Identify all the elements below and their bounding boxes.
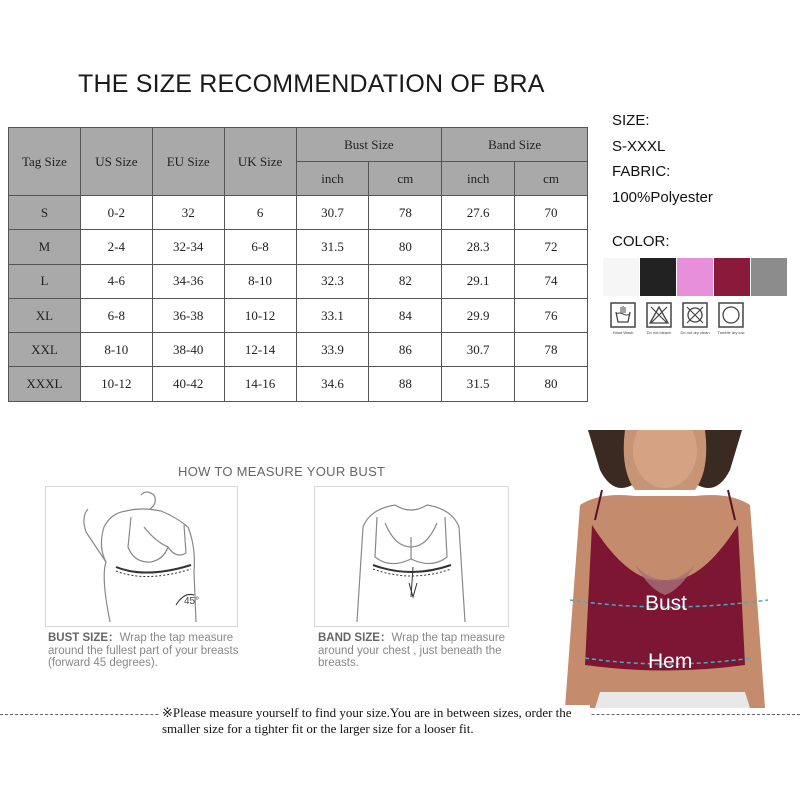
cell-tag: M <box>9 230 81 264</box>
cell-eu: 38-40 <box>152 333 224 367</box>
header-band-cm: cm <box>515 162 588 196</box>
measure-heading: HOW TO MEASURE YOUR BUST <box>178 464 386 479</box>
size-table <box>8 127 588 402</box>
cell-band-cm: 72 <box>515 230 588 264</box>
cell-us: 2-4 <box>80 230 152 264</box>
no-dry-clean-icon <box>682 302 708 328</box>
swatch-black[interactable] <box>640 258 676 296</box>
cell-band-cm: 78 <box>515 333 588 367</box>
fabric-value: 100%Polyester <box>612 188 713 206</box>
cell-tag: XL <box>9 298 81 332</box>
tumble-dry-icon <box>718 302 744 328</box>
cell-band-cm: 70 <box>515 196 588 230</box>
page-title: THE SIZE RECOMMENDATION OF BRA <box>78 70 545 98</box>
cell-us: 0-2 <box>80 196 152 230</box>
band-size-text: Wrap the tap measure around your chest , just beneath the breasts. <box>318 632 506 669</box>
cell-us: 4-6 <box>80 264 152 298</box>
cell-tag: XXL <box>9 333 81 367</box>
color-swatches <box>603 258 787 296</box>
cell-us: 10-12 <box>80 367 152 401</box>
model-photo <box>540 430 800 708</box>
cell-us: 8-10 <box>80 333 152 367</box>
swatch-gray[interactable] <box>751 258 787 296</box>
header-bust-size: Bust Size <box>296 128 442 162</box>
cell-bust-inch: 31.5 <box>296 230 369 264</box>
cell-eu: 40-42 <box>152 367 224 401</box>
color-label: COLOR: <box>612 233 670 250</box>
cell-band-inch: 29.9 <box>442 298 515 332</box>
header-band-inch: inch <box>442 162 515 196</box>
band-size-title: BAND SIZE： <box>318 632 392 644</box>
swatch-wine[interactable] <box>714 258 750 296</box>
cell-us: 6-8 <box>80 298 152 332</box>
band-measure-illustration <box>314 486 509 627</box>
bust-size-title: BUST SIZE： <box>48 632 120 644</box>
care-caption: Do not bleach <box>646 330 672 335</box>
product-specs <box>612 108 713 210</box>
cell-band-inch: 27.6 <box>442 196 515 230</box>
care-caption: Hand Wash <box>612 330 634 335</box>
care-hand-wash <box>610 302 636 335</box>
hand-wash-icon <box>610 302 636 328</box>
cell-eu: 36-38 <box>152 298 224 332</box>
size-value: S-XXXL <box>612 137 666 155</box>
swatch-white[interactable] <box>603 258 639 296</box>
cell-band-inch: 29.1 <box>442 264 515 298</box>
size-label: SIZE: <box>612 112 650 129</box>
cell-bust-inch: 33.1 <box>296 298 369 332</box>
cell-uk: 6-8 <box>224 230 296 264</box>
cell-bust-cm: 82 <box>369 264 442 298</box>
bust-figure-icon <box>46 487 237 626</box>
cell-eu: 34-36 <box>152 264 224 298</box>
angle-label: 45° <box>184 596 200 607</box>
no-bleach-icon <box>646 302 672 328</box>
size-note: ※Please measure yourself to find your size.You are in between sizes, order the smaller size for a tighter fit or the larger size for a looser fit. <box>160 705 590 737</box>
cell-band-cm: 76 <box>515 298 588 332</box>
care-no-bleach <box>646 302 672 335</box>
cell-band-cm: 74 <box>515 264 588 298</box>
care-instructions <box>610 302 744 335</box>
cell-bust-cm: 88 <box>369 367 442 401</box>
swatch-pink[interactable] <box>677 258 713 296</box>
fabric-label: FABRIC: <box>612 163 671 180</box>
header-tag-size: Tag Size <box>9 128 81 196</box>
cell-eu: 32-34 <box>152 230 224 264</box>
header-bust-inch: inch <box>296 162 369 196</box>
table-row <box>9 333 588 367</box>
cell-band-inch: 31.5 <box>442 367 515 401</box>
table-row <box>9 298 588 332</box>
cell-tag: S <box>9 196 81 230</box>
band-size-description <box>318 632 513 670</box>
cell-bust-inch: 32.3 <box>296 264 369 298</box>
cell-band-inch: 30.7 <box>442 333 515 367</box>
care-tumble-dry <box>718 302 744 335</box>
cell-uk: 10-12 <box>224 298 296 332</box>
cell-bust-inch: 30.7 <box>296 196 369 230</box>
bust-size-description <box>48 632 243 670</box>
header-eu-size: EU Size <box>152 128 224 196</box>
cell-bust-cm: 78 <box>369 196 442 230</box>
cell-band-inch: 28.3 <box>442 230 515 264</box>
cell-bust-cm: 84 <box>369 298 442 332</box>
header-band-size: Band Size <box>442 128 588 162</box>
cell-tag: L <box>9 264 81 298</box>
bust-size-text: Wrap the tap measure around the fullest part of your breasts (forward 45 degrees). <box>48 632 239 669</box>
bust-measure-illustration <box>45 486 238 627</box>
cell-uk: 8-10 <box>224 264 296 298</box>
cell-band-cm: 80 <box>515 367 588 401</box>
band-figure-icon <box>315 487 508 626</box>
cell-uk: 12-14 <box>224 333 296 367</box>
cell-bust-inch: 33.9 <box>296 333 369 367</box>
care-caption: Tumble dry low <box>717 330 745 335</box>
cell-bust-inch: 34.6 <box>296 367 369 401</box>
bust-label: Bust <box>645 592 688 615</box>
table-row <box>9 196 588 230</box>
cell-eu: 32 <box>152 196 224 230</box>
care-no-dry-clean <box>682 302 708 335</box>
header-uk-size: UK Size <box>224 128 296 196</box>
hem-label: Hem <box>648 650 693 673</box>
cell-bust-cm: 86 <box>369 333 442 367</box>
table-row <box>9 367 588 401</box>
header-bust-cm: cm <box>369 162 442 196</box>
cell-uk: 6 <box>224 196 296 230</box>
cell-tag: XXXL <box>9 367 81 401</box>
cell-uk: 14-16 <box>224 367 296 401</box>
product-photo <box>540 430 800 708</box>
table-row <box>9 230 588 264</box>
care-caption: Do not dry clean <box>680 330 710 335</box>
cell-bust-cm: 80 <box>369 230 442 264</box>
table-row <box>9 264 588 298</box>
header-us-size: US Size <box>80 128 152 196</box>
